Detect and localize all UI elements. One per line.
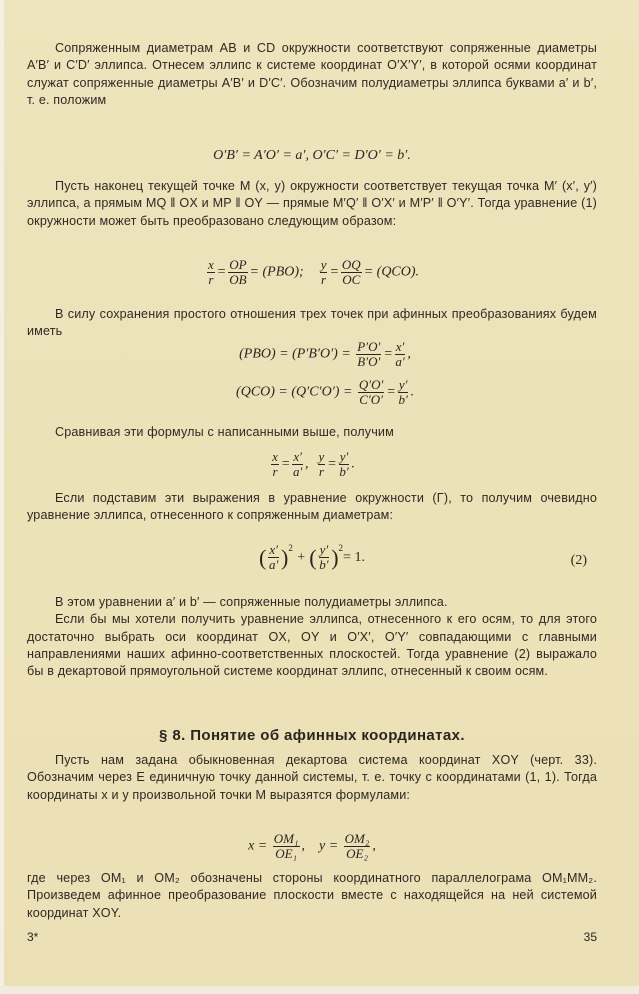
paragraph-simple-ratio [27,306,597,341]
formula-substitution: $\frac{x}{r}$ = $\frac{x'}{a'}$ , $\frac{y}{r}$ = $\frac{y'}{b'}$ . [272,449,355,479]
formula-part: . [410,384,414,400]
paragraph-affine-coordinates [27,752,597,804]
formula-part: = (PBO); [249,264,304,280]
paragraph-text: Если подставим эти выражения в уравнение окружности (Γ), то получим очевидно уравнение эллипса, отнесенного к сопряженным диаметрам: [27,491,597,523]
formula-part: , [407,346,411,362]
page-edge [0,0,4,994]
paragraph-text: Пусть нам задана обыкновенная декартова система координат XOY (черт. 33). Обозначим через E единичную точку данной системы, т. е. точку с координатами (1, 1). Тогда координаты x и y произвольной точки M выразятся формулами: [27,753,597,802]
formula-part: = 1. [343,550,365,565]
formula-coordinates: x = $\frac{\text{OM₁}}{\text{OE₁}}$ , y = $\frac{\text{OM₂}}{\text{OE₂}}$ , [248,831,376,861]
numerator: x [272,449,278,464]
fraction [395,340,406,369]
denominator: B′O′ [357,354,381,369]
fraction [341,258,362,287]
numerator: OM₂ [344,831,370,846]
paragraph-conjugate-semidiameters [27,594,597,680]
numerator: OQ [341,257,361,272]
numerator: Q′O′ [358,377,384,392]
fraction [344,832,371,861]
paragraph-text: Сравнивая эти формулы с написанными выше, получим [55,425,394,439]
denominator: b′ [319,557,329,573]
fraction [320,258,328,287]
denominator: OE₂ [346,846,368,861]
fraction [273,832,300,861]
fraction [339,450,350,479]
formula-circle-ratios: $\frac{x}{r}$ = $\frac{OP}{OB}$ = (PBO); $\frac{y}{r}$ = $\frac{OQ}{OC}$ = (QCO). [207,257,420,287]
denominator: b′ [398,392,408,407]
fraction [228,258,247,287]
numerator: y [318,449,325,464]
paren: ( [309,544,317,570]
paragraph-text: В этом уравнении a′ и b′ — сопряженные полудиаметры эллипса. [55,595,448,609]
paragraph-text: Пусть наконец текущей точке M (x, y) окружности соответствует текущая точка M′ (x′, y′) эллипса, а прямым MQ ‖ OX и MP ‖ OY — прямые M′Q′ ‖ O′X′ и M′P′ ‖ O′Y′. Тогда уравнение (1) окружности может быть преобразовано следующим образом: [27,179,597,228]
fraction [318,450,326,479]
page-footer [27,930,597,944]
formula-pbo: (PBO) = (P′B′O′) = $\frac{P'O'}{B'O'}$ = $\frac{x'}{a'}$ , [239,339,411,369]
denominator: b′ [339,464,349,479]
formula-part: = (QCO). [363,264,420,280]
denominator: a′ [293,464,303,479]
denominator: r [321,272,327,287]
fraction [356,340,381,369]
section-heading: § 8. Понятие об афинных координатах. [159,727,465,744]
paren: ) [280,544,289,570]
denominator: a′ [269,557,279,573]
numerator: P′O′ [357,339,381,354]
formula-part: (PBO) = (P′B′O′) = [239,346,351,362]
numerator: x′ [269,542,278,558]
denominator: r [208,272,214,287]
fraction [271,450,279,479]
numerator: y [320,257,327,272]
equation-number: (2) [570,553,587,568]
paragraph-conjugate-diameters [27,40,597,109]
paragraph-parallelogram [27,870,597,922]
formula-semidiameters: O′B′ = A′O′ = a′, O′C′ = D′O′ = b′. [213,148,411,163]
paren: ( [259,544,267,570]
numerator: y′ [339,449,349,464]
denominator: OB [229,272,247,287]
paren: ) [331,544,339,570]
formula-part: y = [319,838,339,854]
denominator: r [318,464,324,479]
numerator: x′ [293,449,302,464]
paragraph-text: Сопряженным диаметрам AB и CD окружности соответствуют сопряженные диаметры A′B′ и C′D′ эллипса. Отнесем эллипс к системе координат O′X′Y′, в которой осями координат служат сопряженные диаметры A′B′ и D′C′. Обозначим полудиаметры эллипса буквами a′ и b′, т. е. положим [27,41,597,107]
page-edge [0,986,639,994]
formula-part: x = [248,838,268,854]
numerator: y′ [398,377,408,392]
paragraph-text: где через OM₁ и OM₂ обозначены стороны координатного параллелограма OM₁MM₂. Произведем афинное преобразование плоскости вместе с находящейся на ней системой координат XOY. [27,871,597,920]
formula-part: (QCO) = (Q′C′O′) = [236,384,353,400]
fraction [398,378,409,407]
fraction [319,543,330,572]
paragraph-comparing [27,424,597,441]
numerator: y′ [319,542,329,558]
paragraph-text: Если бы мы хотели получить уравнение эллипса, отнесенного к его осям, то для этого достаточно выбрать оси координат OX, OY и O′X′, O′Y′ совпадающими с главными направлениями наших афинно-соответственных плоскостей. Тогда уравнение (2) выражало бы в декартовой прямоугольной системе координат эллипс, отнесенный к своим осям. [27,612,597,679]
numerator: OP [229,257,247,272]
fraction [207,258,215,287]
fraction [268,543,279,572]
numerator: x′ [395,339,405,354]
denominator: OE₁ [275,846,298,861]
formula-ellipse-equation: ( $\frac{x'}{a'}$ )$^2$ + ( $\frac{y'}{b'}$ )$^2$= 1. (2) [259,542,587,573]
numerator: OM₁ [273,831,299,846]
paragraph-text: В силу сохранения простого отношения трех точек при афинных преобразованиях будем иметь [27,307,597,339]
paragraph-current-point [27,178,597,230]
fraction [358,378,384,407]
denominator: a′ [395,354,405,369]
denominator: r [272,464,278,479]
formula-qco: (QCO) = (Q′C′O′) = $\frac{Q'O'}{C'O'}$ = $\frac{y'}{b'}$ . [236,377,414,407]
denominator: OC [342,272,361,287]
signature-mark: 3* [27,930,39,944]
page-number: 35 [583,930,597,944]
fraction [292,450,303,479]
numerator: x [207,257,214,272]
paragraph-substitute [27,490,597,525]
denominator: C′O′ [359,392,384,407]
